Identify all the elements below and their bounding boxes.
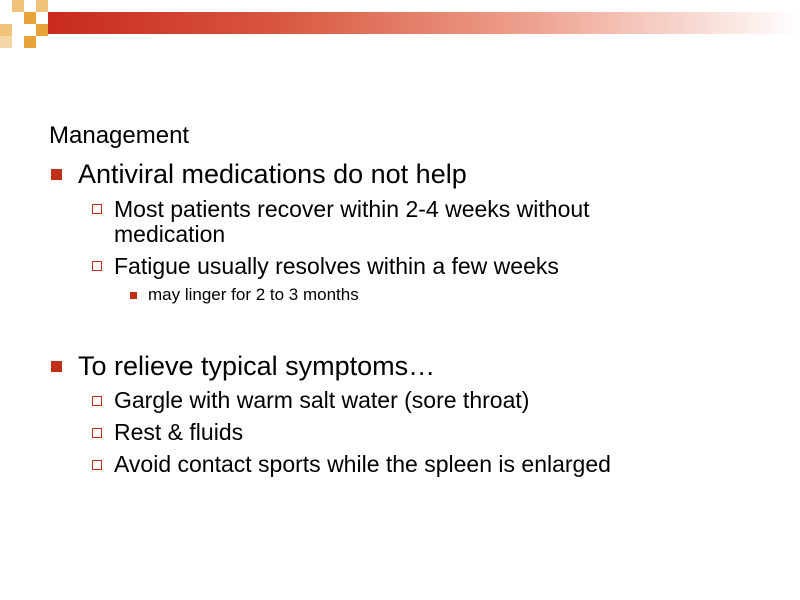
sub-bullet-item: Rest & fluids xyxy=(114,419,244,445)
decor-square xyxy=(36,24,48,36)
sub-bullet-item: Most patients recover within 2-4 weeks without xyxy=(114,196,590,222)
sub-bullet-item: Fatigue usually resolves within a few weeks xyxy=(114,253,559,279)
decor-square xyxy=(24,36,36,48)
hollow-square-bullet-icon xyxy=(92,261,102,271)
decor-square xyxy=(0,36,12,48)
bullet-item: Antiviral medications do not help xyxy=(78,159,467,189)
square-bullet-icon xyxy=(51,169,62,180)
header-gradient-bar xyxy=(48,12,800,34)
square-bullet-icon xyxy=(51,361,62,372)
small-square-bullet-icon xyxy=(130,292,137,299)
decor-square xyxy=(36,0,48,12)
decor-square xyxy=(12,0,24,12)
hollow-square-bullet-icon xyxy=(92,460,102,470)
hollow-square-bullet-icon xyxy=(92,428,102,438)
decor-square xyxy=(24,12,36,24)
hollow-square-bullet-icon xyxy=(92,204,102,214)
hollow-square-bullet-icon xyxy=(92,396,102,406)
decor-square xyxy=(0,24,12,36)
sub-bullet-item: Avoid contact sports while the spleen is enlarged xyxy=(114,451,611,477)
sub-bullet-item: Gargle with warm salt water (sore throat) xyxy=(114,387,530,413)
slide-heading: Management xyxy=(49,122,190,149)
bullet-item: To relieve typical symptoms… xyxy=(78,351,436,381)
sub-bullet-item-continued: medication xyxy=(114,221,226,247)
sub-sub-bullet-item: may linger for 2 to 3 months xyxy=(148,285,359,304)
